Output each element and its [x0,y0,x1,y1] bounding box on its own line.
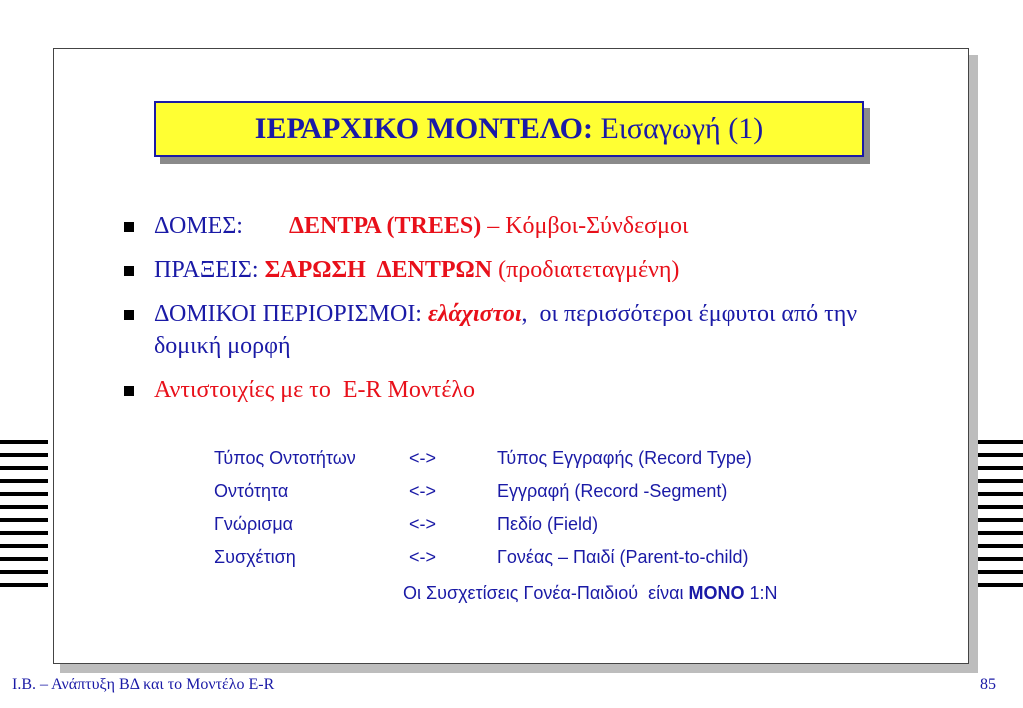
title-rest: Εισαγωγή (1) [593,112,764,145]
left-decorative-lines [0,440,48,596]
bullet-text: Αντιστοιχίες με το E-R Μοντέλο [154,377,476,403]
footer-title: Ι.Β. – Ανάπτυξη ΒΔ και το Μοντέλο Ε-R [12,676,275,693]
mapping-arrow: <-> [409,448,437,468]
bullet-list [120,210,900,418]
bullet-label: ΔΟΜΕΣ: [154,213,243,239]
bullet-rest: (προδιατεταγμένη) [492,257,680,283]
mapping-left: Συσχέτιση [214,547,296,567]
slide-title [154,101,864,157]
relationship-note [403,583,778,604]
bullet-correspondences [120,374,900,406]
mapping-left: Οντότητα [214,481,289,501]
note-end: 1:Ν [744,583,778,603]
bullet-square-icon [124,266,134,276]
title-bold: ΙΕΡΑΡΧΙΚΟ ΜΟΝΤΕΛΟ: [254,112,593,145]
bullet-highlight: ΔΕΝΤΡΑ (TREES) [288,213,482,239]
page-number: 85 [980,676,996,693]
bullet-rest: – Κόμβοι-Σύνδεσμοι [481,213,689,239]
bullet-highlight: ελάχιστοι [427,301,522,327]
note-bold: ΜΟΝΟ [688,583,745,603]
bullet-highlight: ΣΑΡΩΣΗ ΔΕΝΤΡΩΝ [264,257,493,283]
mapping-right: Πεδίο (Field) [497,514,599,534]
bullet-square-icon [124,310,134,320]
mapping-arrow: <-> [409,547,437,567]
bullet-square-icon [124,386,134,396]
mapping-left: Γνώρισμα [214,514,294,534]
bullet-label: ΔΟΜΙΚΟΙ ΠΕΡΙΟΡΙΣΜΟΙ: [154,301,422,327]
note-text: Οι Συσχετίσεις Γονέα-Παιδιού είναι [403,583,689,603]
mapping-right: Τύπος Εγγραφής (Record Type) [497,448,752,468]
mapping-arrow: <-> [409,514,437,534]
bullet-label: ΠΡΑΞΕΙΣ: [154,257,259,283]
bullet-operations [120,254,900,286]
bullet-square-icon [124,222,134,232]
bullet-structures [120,210,900,242]
mapping-left: Τύπος Οντοτήτων [214,448,356,468]
mapping-right: Εγγραφή (Record -Segment) [497,481,728,501]
bullet-constraints [120,298,900,362]
bullet-rest: , οι περισσότεροι έμφυτοι από την δομική μορφή [154,301,864,359]
mapping-arrow: <-> [409,481,437,501]
right-decorative-lines [975,440,1023,596]
mapping-right: Γονέας – Παιδί (Parent-to-child) [497,547,749,567]
